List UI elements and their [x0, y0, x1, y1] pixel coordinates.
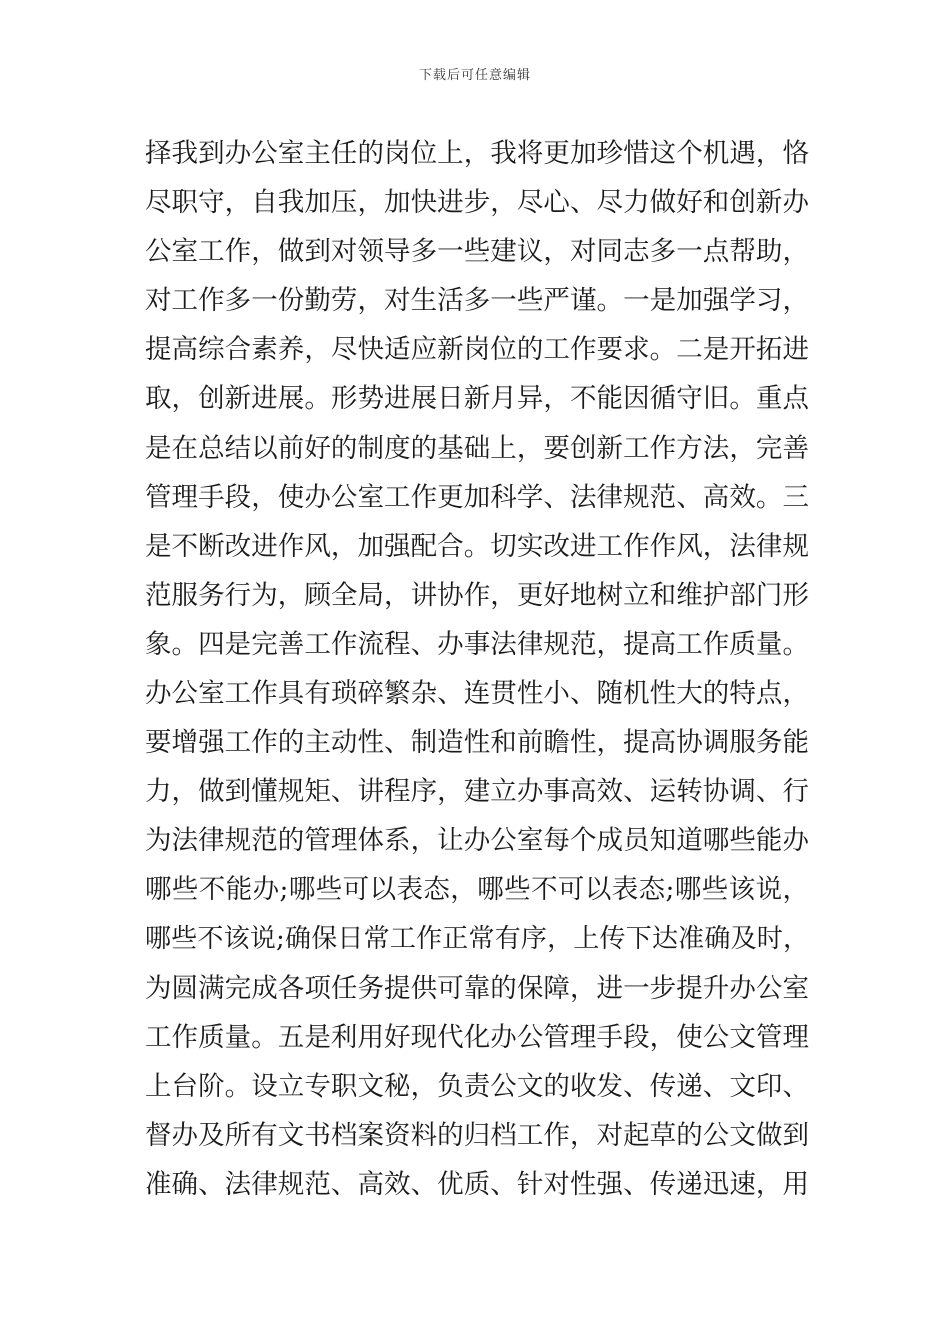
text-line: 是不断改进作风，加强配合。切实改进工作作风，法律规 [145, 530, 809, 562]
text-line: 择我到办公室主任的岗位上，我将更加珍惜这个机遇，恪 [145, 138, 809, 169]
text-line: 哪些不能办;哪些可以表态，哪些不可以表态;哪些该说， [145, 874, 809, 906]
text-line: 提高综合素养，尽快适应新岗位的工作要求。二是开拓进 [145, 334, 809, 366]
text-line: 为法律规范的管理体系，让办公室每个成员知道哪些能办 [145, 825, 809, 857]
text-line: 工作质量。五是利用好现代化办公管理手段，使公文管理 [145, 1021, 809, 1053]
text-line: 是在总结以前好的制度的基础上，要创新工作方法，完善 [145, 432, 809, 464]
body-text [145, 129, 809, 1209]
text-line: 准确、法律规范、高效、优质、针对性强、传递迅速，用 [145, 1168, 809, 1200]
text-line: 公室工作，做到对领导多一些建议，对同志多一点帮助， [145, 236, 809, 268]
text-line: 办公室工作具有琐碎繁杂、连贯性小、随机性大的特点， [145, 678, 809, 710]
text-line: 象。四是完善工作流程、办事法律规范，提高工作质量。 [145, 628, 809, 660]
text-line: 范服务行为，顾全局，讲协作，更好地树立和维护部门形 [145, 579, 809, 611]
text-line: 上台阶。设立专职文秘，负责公文的收发、传递、文印、 [145, 1070, 809, 1102]
text-line: 对工作多一份勤劳，对生活多一些严谨。一是加强学习， [145, 285, 809, 317]
text-line: 要增强工作的主动性、制造性和前瞻性，提高协调服务能 [145, 727, 809, 759]
text-line: 督办及所有文书档案资料的归档工作，对起草的公文做到 [145, 1119, 809, 1151]
text-line: 力，做到懂规矩、讲程序，建立办事高效、运转协调、行 [145, 776, 809, 808]
text-line: 管理手段，使办公室工作更加科学、法律规范、高效。三 [145, 481, 809, 513]
text-line: 为圆满完成各项任务提供可靠的保障，进一步提升办公室 [145, 972, 809, 1004]
page-header: 下载后可任意编辑 [418, 68, 531, 83]
text-line: 尽职守，自我加压，加快进步，尽心、尽力做好和创新办 [145, 187, 809, 219]
text-line: 哪些不该说;确保日常工作正常有序，上传下达准确及时， [145, 923, 809, 954]
text-line: 取，创新进展。形势进展日新月异，不能因循守旧。重点 [145, 383, 809, 415]
